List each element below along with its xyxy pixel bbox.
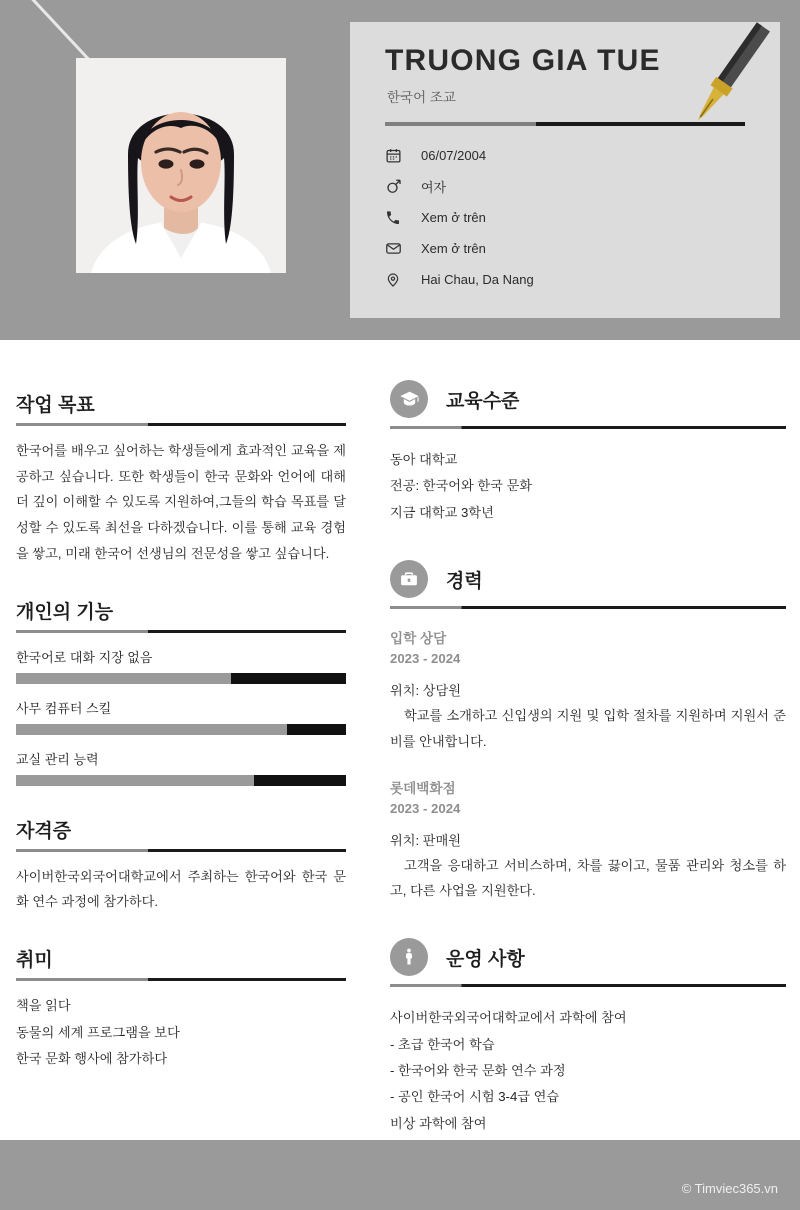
skill-item [16,698,346,735]
resume-body [0,340,800,1140]
email-icon [385,240,415,257]
footer-decoration [500,1140,800,1210]
header-divider [385,122,745,126]
skills-title: 개인의 기능 [16,601,114,623]
skill-bar [16,673,346,684]
skill-label: 한국어로 대화 지장 없음 [16,649,153,665]
education-header [390,380,786,418]
certificate-divider [16,849,346,852]
objective-text: 한국어를 배우고 싶어하는 학생들에게 효과적인 교육을 제공하고 싶습니다. 또한 학생들이 한국 문화와 언어에 대해 더 깊이 이해할 수 있도록 지원하여,그들의 학습 목표를 달성할 수 있도록 최선을 다하겠습니다. 이를 통해 교육 경험을 쌓고, 미래 한국어 선생님의 전문성을 쌓고 싶습니다. [16,443,346,561]
header-info-panel [350,22,780,318]
activities-divider [390,984,786,987]
hobby-divider [16,978,346,981]
experience-date: 2023 - 2024 [390,800,461,816]
contact-row-address [385,264,765,295]
skills-divider [16,630,346,633]
contact-list [385,140,765,295]
experience-position: 위치: 상담원 [390,683,462,699]
objective-title: 작업 목표 [16,395,95,416]
activities-line: - 공인 한국어 시험 3-4급 연습 [390,1089,560,1105]
skill-item [16,749,346,786]
experience-date: 2023 - 2024 [390,651,461,667]
footer-credit: © Timviec365.vn [681,1181,778,1196]
experience-company: 롯데백화점 [390,780,456,796]
education-line: 전공: 한국어와 한국 문화 [390,478,533,494]
hobby-item: 책을 읽다 [16,998,71,1014]
section-education [390,380,786,526]
person-activity-icon [390,938,428,976]
certificate-title: 자격증 [16,820,72,842]
skill-bar [16,724,346,735]
left-column [16,390,346,1072]
section-activities [390,938,786,1137]
activities-line: - 초급 한국어 학습 [390,1036,495,1052]
right-column [390,380,786,1137]
gender-value: 여자 [421,180,447,195]
phone-value: Xem ở trên [421,210,486,225]
experience-item [390,627,786,754]
avatar [76,58,286,273]
activities-line: 비상 과학에 참여 [390,1115,487,1131]
gender-icon [385,178,415,196]
section-experience [390,560,786,904]
experience-divider [390,606,786,609]
job-role: 한국어 조교 [387,90,456,105]
skill-label: 교실 관리 능력 [16,751,99,767]
section-objective [16,390,346,567]
graduation-cap-icon [390,380,428,418]
certificate-text: 사이버한국외국어대학교에서 주최하는 한국어와 한국 문화 연수 과정에 참가하다. [16,868,346,910]
section-certificate [16,816,346,915]
experience-company: 입학 상담 [390,631,447,647]
experience-description: 학교를 소개하고 신입생의 지원 및 입학 절차를 지원하며 지원서 준비를 안내합니다. [390,708,786,749]
address-value: Hai Chau, Da Nang [421,272,534,287]
activities-line: - 한국어와 한국 문화 연수 과정 [390,1062,566,1078]
skill-item [16,647,346,684]
contact-row-phone[interactable] [385,202,765,233]
education-title: 교육수준 [446,390,520,412]
hobby-item: 동물의 세계 프로그램을 보다 [16,1024,180,1040]
hobby-item: 한국 문화 행사에 참가하다 [16,1050,168,1066]
hobby-title: 취미 [16,950,53,972]
header-band [0,0,800,340]
calendar-icon [385,147,415,164]
section-hobby [16,945,346,1072]
education-divider [390,426,786,429]
education-line: 지금 대학교 3학년 [390,504,494,520]
experience-title: 경력 [446,570,483,592]
briefcase-icon [390,560,428,598]
location-icon [385,272,415,288]
contact-row-gender [385,171,765,202]
birthday-value: 06/07/2004 [421,148,487,163]
activities-line: 사이버한국외국어대학교에서 과학에 참여 [390,1010,627,1026]
experience-item [390,777,786,904]
activities-header [390,938,786,976]
phone-icon [385,210,415,226]
experience-description: 고객을 응대하고 서비스하며, 차를 끓이고, 물품 관리와 청소를 하고, 다른 사업을 지원한다. [390,857,786,899]
education-line: 동아 대학교 [390,452,458,467]
contact-row-email[interactable] [385,233,765,264]
email-value: Xem ở trên [421,241,486,256]
skill-bar [16,775,346,786]
contact-row-birthday [385,140,765,171]
section-skills [16,597,346,786]
page-title: TRUONG GIA TUE [385,44,661,77]
experience-position: 위치: 판매원 [390,832,462,848]
skill-label: 사무 컴퓨터 스킬 [16,700,112,716]
activities-title: 운영 사항 [446,948,525,970]
objective-divider [16,423,346,426]
experience-header [390,560,786,598]
footer-band [0,1140,800,1210]
